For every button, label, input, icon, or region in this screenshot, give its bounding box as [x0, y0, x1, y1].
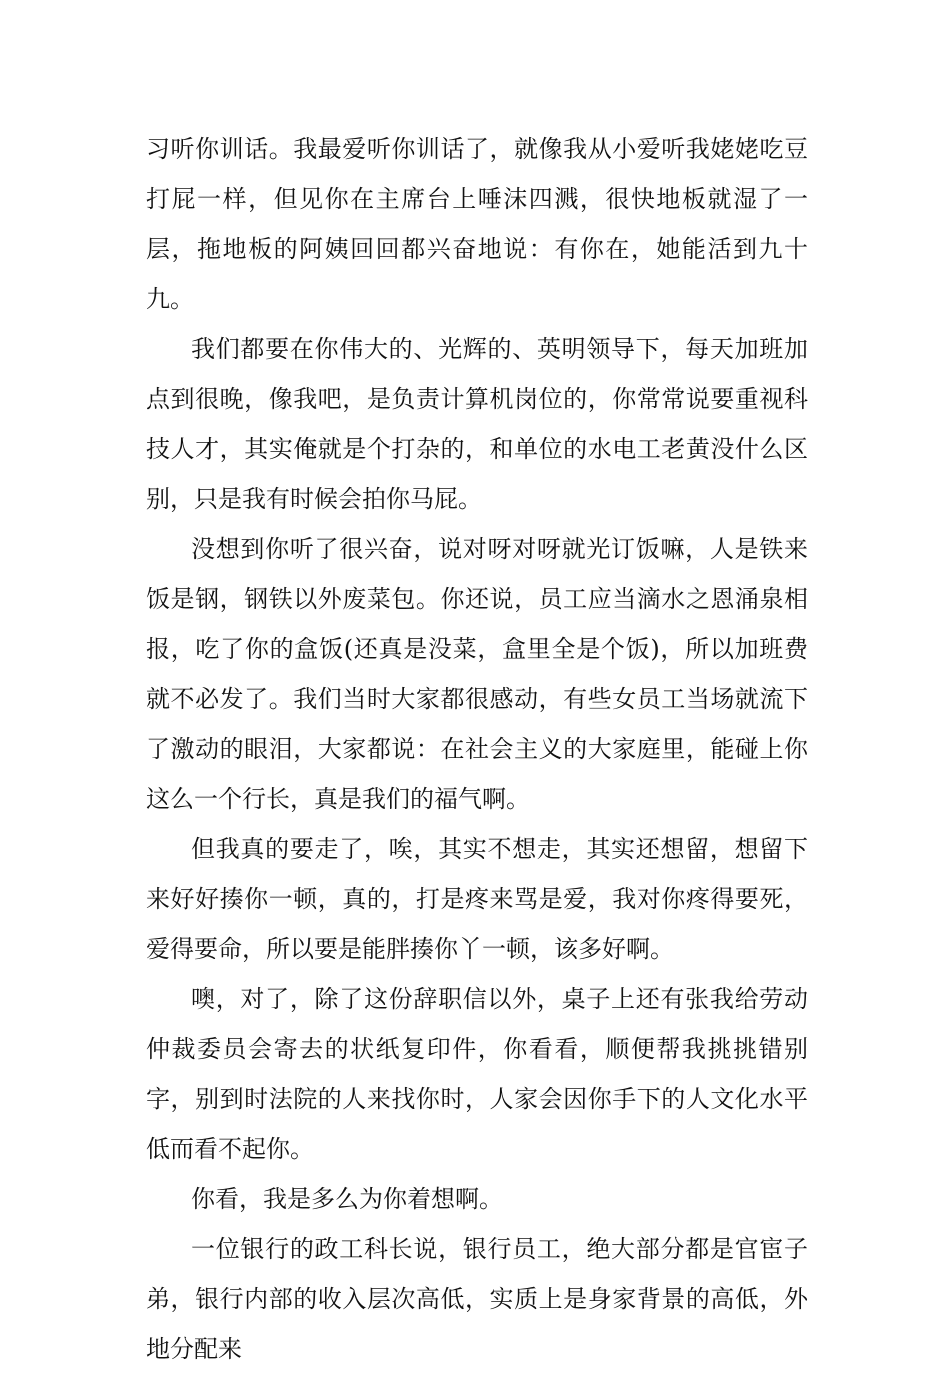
paragraph-6: 你看，我是多么为你着想啊。 — [191, 1185, 503, 1213]
document-body — [146, 124, 808, 1374]
paragraph-5: 噢，对了，除了这份辞职信以外，桌子上还有张我给劳动仲裁委员会寄去的状纸复印件，你看看，顺便帮我挑挑错别字，别到时法院的人来找你时，人家会因你手下的人文化水平低而看不起你。 — [146, 985, 808, 1163]
paragraph-1: 习听你训话。我最爱听你训话了，就像我从小爱听我姥姥吃豆打屁一样，但见你在主席台上唾沫四溅，很快地板就湿了一层，拖地板的阿姨回回都兴奋地说：有你在，她能活到九十九。 — [146, 135, 808, 313]
paragraph-4: 但我真的要走了，唉，其实不想走，其实还想留，想留下来好好揍你一顿，真的，打是疼来骂是爱，我对你疼得要死，爱得要命，所以要是能胖揍你丫一顿，该多好啊。 — [146, 835, 808, 963]
paragraph-3: 没想到你听了很兴奋，说对呀对呀就光订饭嘛，人是铁来饭是钢，钢铁以外废菜包。你还说，员工应当滴水之恩涌泉相报，吃了你的盒饭(还真是没菜，盒里全是个饭)，所以加班费就不必发了。我们当时大家都很感动，有些女员工当场就流下了激动的眼泪，大家都说：在社会主义的大家庭里，能碰上你这么一个行长，真是我们的福气啊。 — [146, 535, 808, 813]
paragraph-7: 一位银行的政工科长说，银行员工，绝大部分都是官宦子弟，银行内部的收入层次高低，实质上是身家背景的高低，外地分配来 — [146, 1235, 808, 1363]
paragraph-2: 我们都要在你伟大的、光辉的、英明领导下，每天加班加点到很晚，像我吧，是负责计算机岗位的，你常常说要重视科技人才，其实俺就是个打杂的，和单位的水电工老黄没什么区别，只是我有时候会拍你马屁。 — [146, 335, 808, 513]
